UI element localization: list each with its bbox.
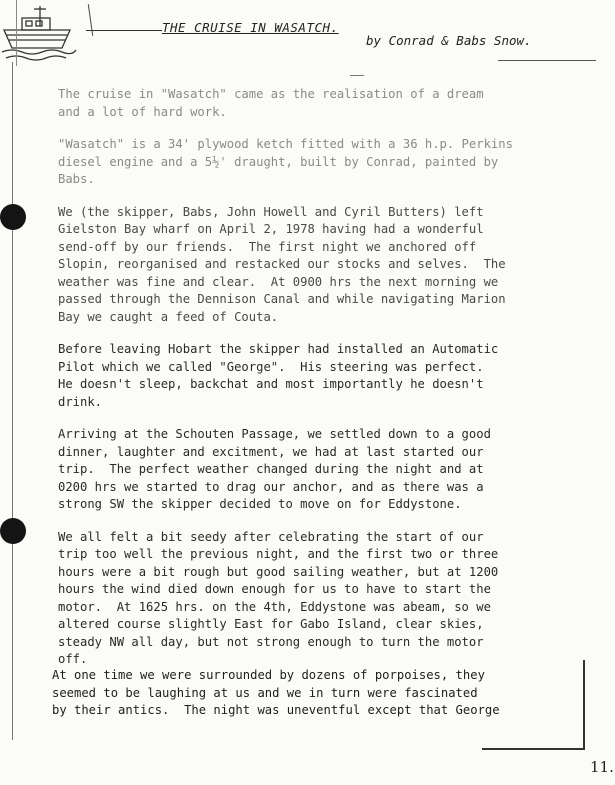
corner-bracket-vertical <box>583 660 585 750</box>
margin-line <box>12 62 13 740</box>
paragraph: Arriving at the Schouten Passage, we settled down to a good dinner, laughter and excitment, we had at last started our trip. The perfect weather changed during the night and at 0200 hrs we started to drag our anchor, and as there was a strong SW the skipper decided to move on for Eddystone. <box>58 427 491 511</box>
paragraph: Before leaving Hobart the skipper had installed an Automatic Pilot which we called "George". His steering was perfect. He doesn't sleep, backchat and most importantly he doesn't drink. <box>58 342 499 409</box>
punch-hole-icon <box>0 518 26 544</box>
article-body <box>52 86 588 717</box>
byline: by Conrad & Babs Snow. <box>366 33 532 48</box>
paragraph: We all felt a bit seedy after celebrating the start of our trip too well the previous night, and the first two or three hours were a bit rough but good sailing weather, but at 1200 hours the wind died down enough for us to have to start the motor. At 1625 hrs. on the 4th, Eddystone was abeam, so we altered course slightly East for Gabo Island, clear skies, steady NW all day, but not strong enough to turn the motor off. <box>58 529 499 666</box>
header-rule-right <box>498 60 596 61</box>
decorative-dash <box>350 75 364 76</box>
paragraph: The cruise in "Wasatch" came as the realisation of a dream and a lot of hard work. <box>58 87 484 119</box>
header-rule-left <box>86 30 162 31</box>
header-rule-vertical <box>88 4 93 36</box>
punch-hole-icon <box>0 204 26 230</box>
paragraph: We (the skipper, Babs, John Howell and Cyril Butters) left Gielston Bay wharf on April 2, 1978 having had a wonderful send-off by our friends. The first night we anchored off Slopin, reorganised and restacked our stocks and selves. The weather was fine and clear. At 0900 hrs the next morning we passed through the Dennison Canal and while navigating Marion Bay we caught a feed of Couta. <box>58 204 506 324</box>
paragraph: At one time we were surrounded by dozens of porpoises, they seemed to be laughing at us and we in turn were fascinated by their antics. The night was uneventful except that George <box>52 668 500 717</box>
page-number: 11. <box>590 758 614 776</box>
corner-bracket-horizontal <box>482 748 584 750</box>
paragraph: "Wasatch" is a 34' plywood ketch fitted with a 36 h.p. Perkins diesel engine and a 5½' draught, built by Conrad, painted by Babs. <box>58 137 513 186</box>
page-title: THE CRUISE IN WASATCH. <box>162 20 339 35</box>
boat-icon <box>0 4 78 62</box>
margin-line-top <box>16 0 17 66</box>
